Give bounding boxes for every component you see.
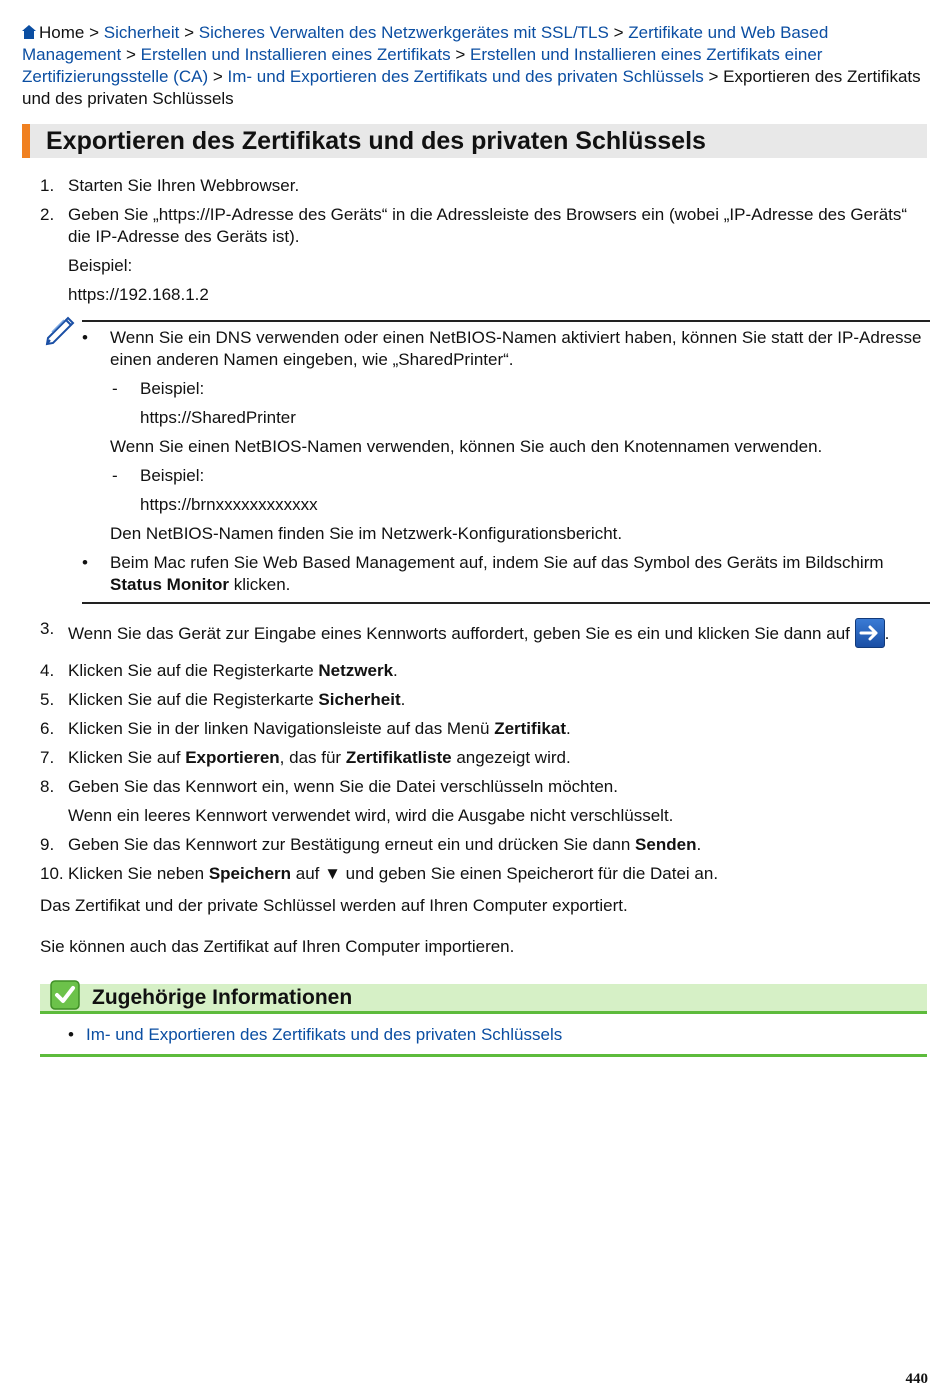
step-text: Starten Sie Ihren Webbrowser. [68, 176, 300, 195]
step-number: 3. [40, 619, 55, 638]
step-number: 8. [40, 777, 55, 796]
list-item [40, 1024, 927, 1046]
example-label: Beispiel: [140, 379, 205, 398]
step-bold: Exportieren [185, 748, 280, 767]
submit-arrow-button[interactable] [855, 618, 885, 648]
related-info-title: Zugehörige Informationen [92, 986, 353, 1009]
step-bold: Netzwerk [318, 661, 394, 680]
step-number: 6. [40, 719, 55, 738]
example-label: Beispiel: [68, 256, 133, 275]
step-9 [40, 834, 930, 856]
step-6 [40, 718, 930, 740]
note-bold: Status Monitor [110, 575, 229, 594]
step-text: auf [291, 864, 325, 883]
breadcrumb-separator: > [184, 23, 195, 42]
step-text: . [565, 719, 571, 738]
step-bold: Zertifikat [494, 719, 566, 738]
example-value: https://SharedPrinter [140, 408, 296, 427]
step-text: . [400, 690, 406, 709]
step-bold: Zertifikatliste [345, 748, 452, 767]
related-info-list [40, 1024, 927, 1057]
note-content [82, 320, 930, 604]
step-subtext: Wenn ein leeres Kennwort verwendet wird, wird die Ausgabe nicht verschlüsselt. [68, 806, 674, 825]
breadcrumb [22, 22, 927, 110]
breadcrumb-separator: > [125, 45, 136, 64]
step-text: und geben Sie einen Speicherort für die Datei an. [340, 864, 719, 883]
bullet: • [68, 1025, 74, 1044]
note-text: Wenn Sie einen NetBIOS-Namen verwenden, können Sie auch den Knotennamen verwenden. [110, 437, 823, 456]
breadcrumb-separator: > [613, 23, 624, 42]
step-3 [40, 618, 930, 648]
step-number: 1. [40, 176, 55, 195]
step-number: 2. [40, 205, 55, 224]
breadcrumb-separator: > [708, 67, 719, 86]
step-number: 4. [40, 661, 55, 680]
example-label: Beispiel: [140, 466, 205, 485]
note-text: klicken. [229, 575, 291, 594]
step-text: Geben Sie das Kennwort zur Bestätigung erneut ein und drücken Sie dann [68, 835, 636, 854]
steps-list [40, 175, 930, 892]
page-number: 440 [905, 1371, 928, 1387]
bullet: • [82, 328, 88, 347]
step-number: 5. [40, 690, 55, 709]
home-icon[interactable] [22, 25, 36, 39]
step-text: Klicken Sie auf die Registerkarte [68, 690, 319, 709]
example-value: https://192.168.1.2 [68, 285, 209, 304]
breadcrumb-link-im-exportieren[interactable]: Im- und Exportieren des Zertifikats und des privaten Schlüssels [227, 67, 704, 86]
step-10 [40, 863, 930, 885]
step-7 [40, 747, 930, 769]
step-text: Klicken Sie auf [68, 748, 186, 767]
note-example [110, 378, 930, 429]
step-text: Wenn Sie das Gerät zur Eingabe eines Kennworts auffordert, geben Sie es ein und klicken Sie dann auf [68, 624, 850, 643]
breadcrumb-separator: > [89, 23, 100, 42]
bullet: • [82, 553, 88, 572]
breadcrumb-separator: > [212, 67, 223, 86]
step-text: Klicken Sie auf die Registerkarte [68, 661, 319, 680]
pencil-note-icon [44, 312, 78, 346]
breadcrumb-link-ssl-tls[interactable]: Sicheres Verwalten des Netzwerkgerätes mit SSL/TLS [198, 23, 609, 42]
note-text: Beim Mac rufen Sie Web Based Management auf, indem Sie auf das Symbol des Geräts im Bildschirm [110, 553, 884, 572]
step-text: . [696, 835, 702, 854]
breadcrumb-link-erstellen-installieren[interactable]: Erstellen und Installieren eines Zertifikats [140, 45, 451, 64]
breadcrumb-current: Exportieren des Zertifikats und des privaten Schlüssels [22, 67, 921, 108]
step-text: Geben Sie das Kennwort ein, wenn Sie die Datei verschlüsseln möchten. [68, 777, 618, 796]
step-text: Klicken Sie neben [68, 864, 209, 883]
step-number: 10. [40, 864, 64, 883]
related-link-im-exportieren[interactable]: Im- und Exportieren des Zertifikats und des privaten Schlüssels [86, 1025, 563, 1044]
step-4 [40, 660, 930, 682]
step-bold: Speichern [208, 864, 292, 883]
note-text: Den NetBIOS-Namen finden Sie im Netzwerk-Konfigurationsbericht. [110, 524, 623, 543]
note-example [110, 465, 930, 516]
page-title: Exportieren des Zertifikats und des privaten Schlüssels [46, 127, 706, 155]
breadcrumb-separator: > [455, 45, 466, 64]
step-text: Klicken Sie in der linken Navigationsleiste auf das Menü [68, 719, 495, 738]
step-text: , das für [279, 748, 346, 767]
note-text: Wenn Sie ein DNS verwenden oder einen NetBIOS-Namen aktiviert haben, können Sie statt der IP-Adresse einen anderen Namen eingeben, wie „SharedPrinter“. [110, 328, 922, 369]
note-box [40, 320, 930, 604]
note-item-mac [82, 552, 930, 596]
breadcrumb-link-ca-zertifikat[interactable]: Erstellen und Installieren eines Zertifikats einer Zertifizierungsstelle (CA) [22, 45, 823, 86]
step-number: 7. [40, 748, 55, 767]
dash: - [112, 379, 118, 398]
page-title-bar [22, 124, 927, 158]
step-5 [40, 689, 930, 711]
example-value: https://brnxxxxxxxxxxxx [140, 495, 318, 514]
step-8 [40, 776, 930, 827]
result-paragraph: Das Zertifikat und der private Schlüssel werden auf Ihren Computer exportiert. [40, 896, 628, 915]
step-text: Geben Sie „https://IP-Adresse des Geräts“ in die Adressleiste des Browsers ein (wobei „IP-Adresse des Geräts“ die IP-Adresse des Geräts ist). [68, 205, 908, 246]
step-number: 9. [40, 835, 55, 854]
step-2 [40, 204, 930, 306]
step-text: . [393, 661, 398, 680]
breadcrumb-link-web-based-management[interactable]: Zertifikate und Web Based Management [22, 23, 829, 64]
checkmark-icon [50, 980, 80, 1010]
step-text: angezeigt wird. [451, 748, 571, 767]
step-text: . [884, 624, 890, 643]
step-1 [40, 175, 930, 197]
dash: - [112, 466, 118, 485]
arrow-right-icon [856, 619, 884, 647]
note-item-dns [82, 327, 930, 545]
breadcrumb-link-sicherheit[interactable]: Sicherheit [103, 23, 180, 42]
related-info-header [40, 984, 927, 1014]
breadcrumb-home[interactable]: Home [39, 23, 85, 42]
step-bold: Senden [635, 835, 697, 854]
import-paragraph: Sie können auch das Zertifikat auf Ihren Computer importieren. [40, 937, 515, 956]
dropdown-arrow-icon: ▼ [324, 864, 341, 883]
step-bold: Sicherheit [318, 690, 401, 709]
